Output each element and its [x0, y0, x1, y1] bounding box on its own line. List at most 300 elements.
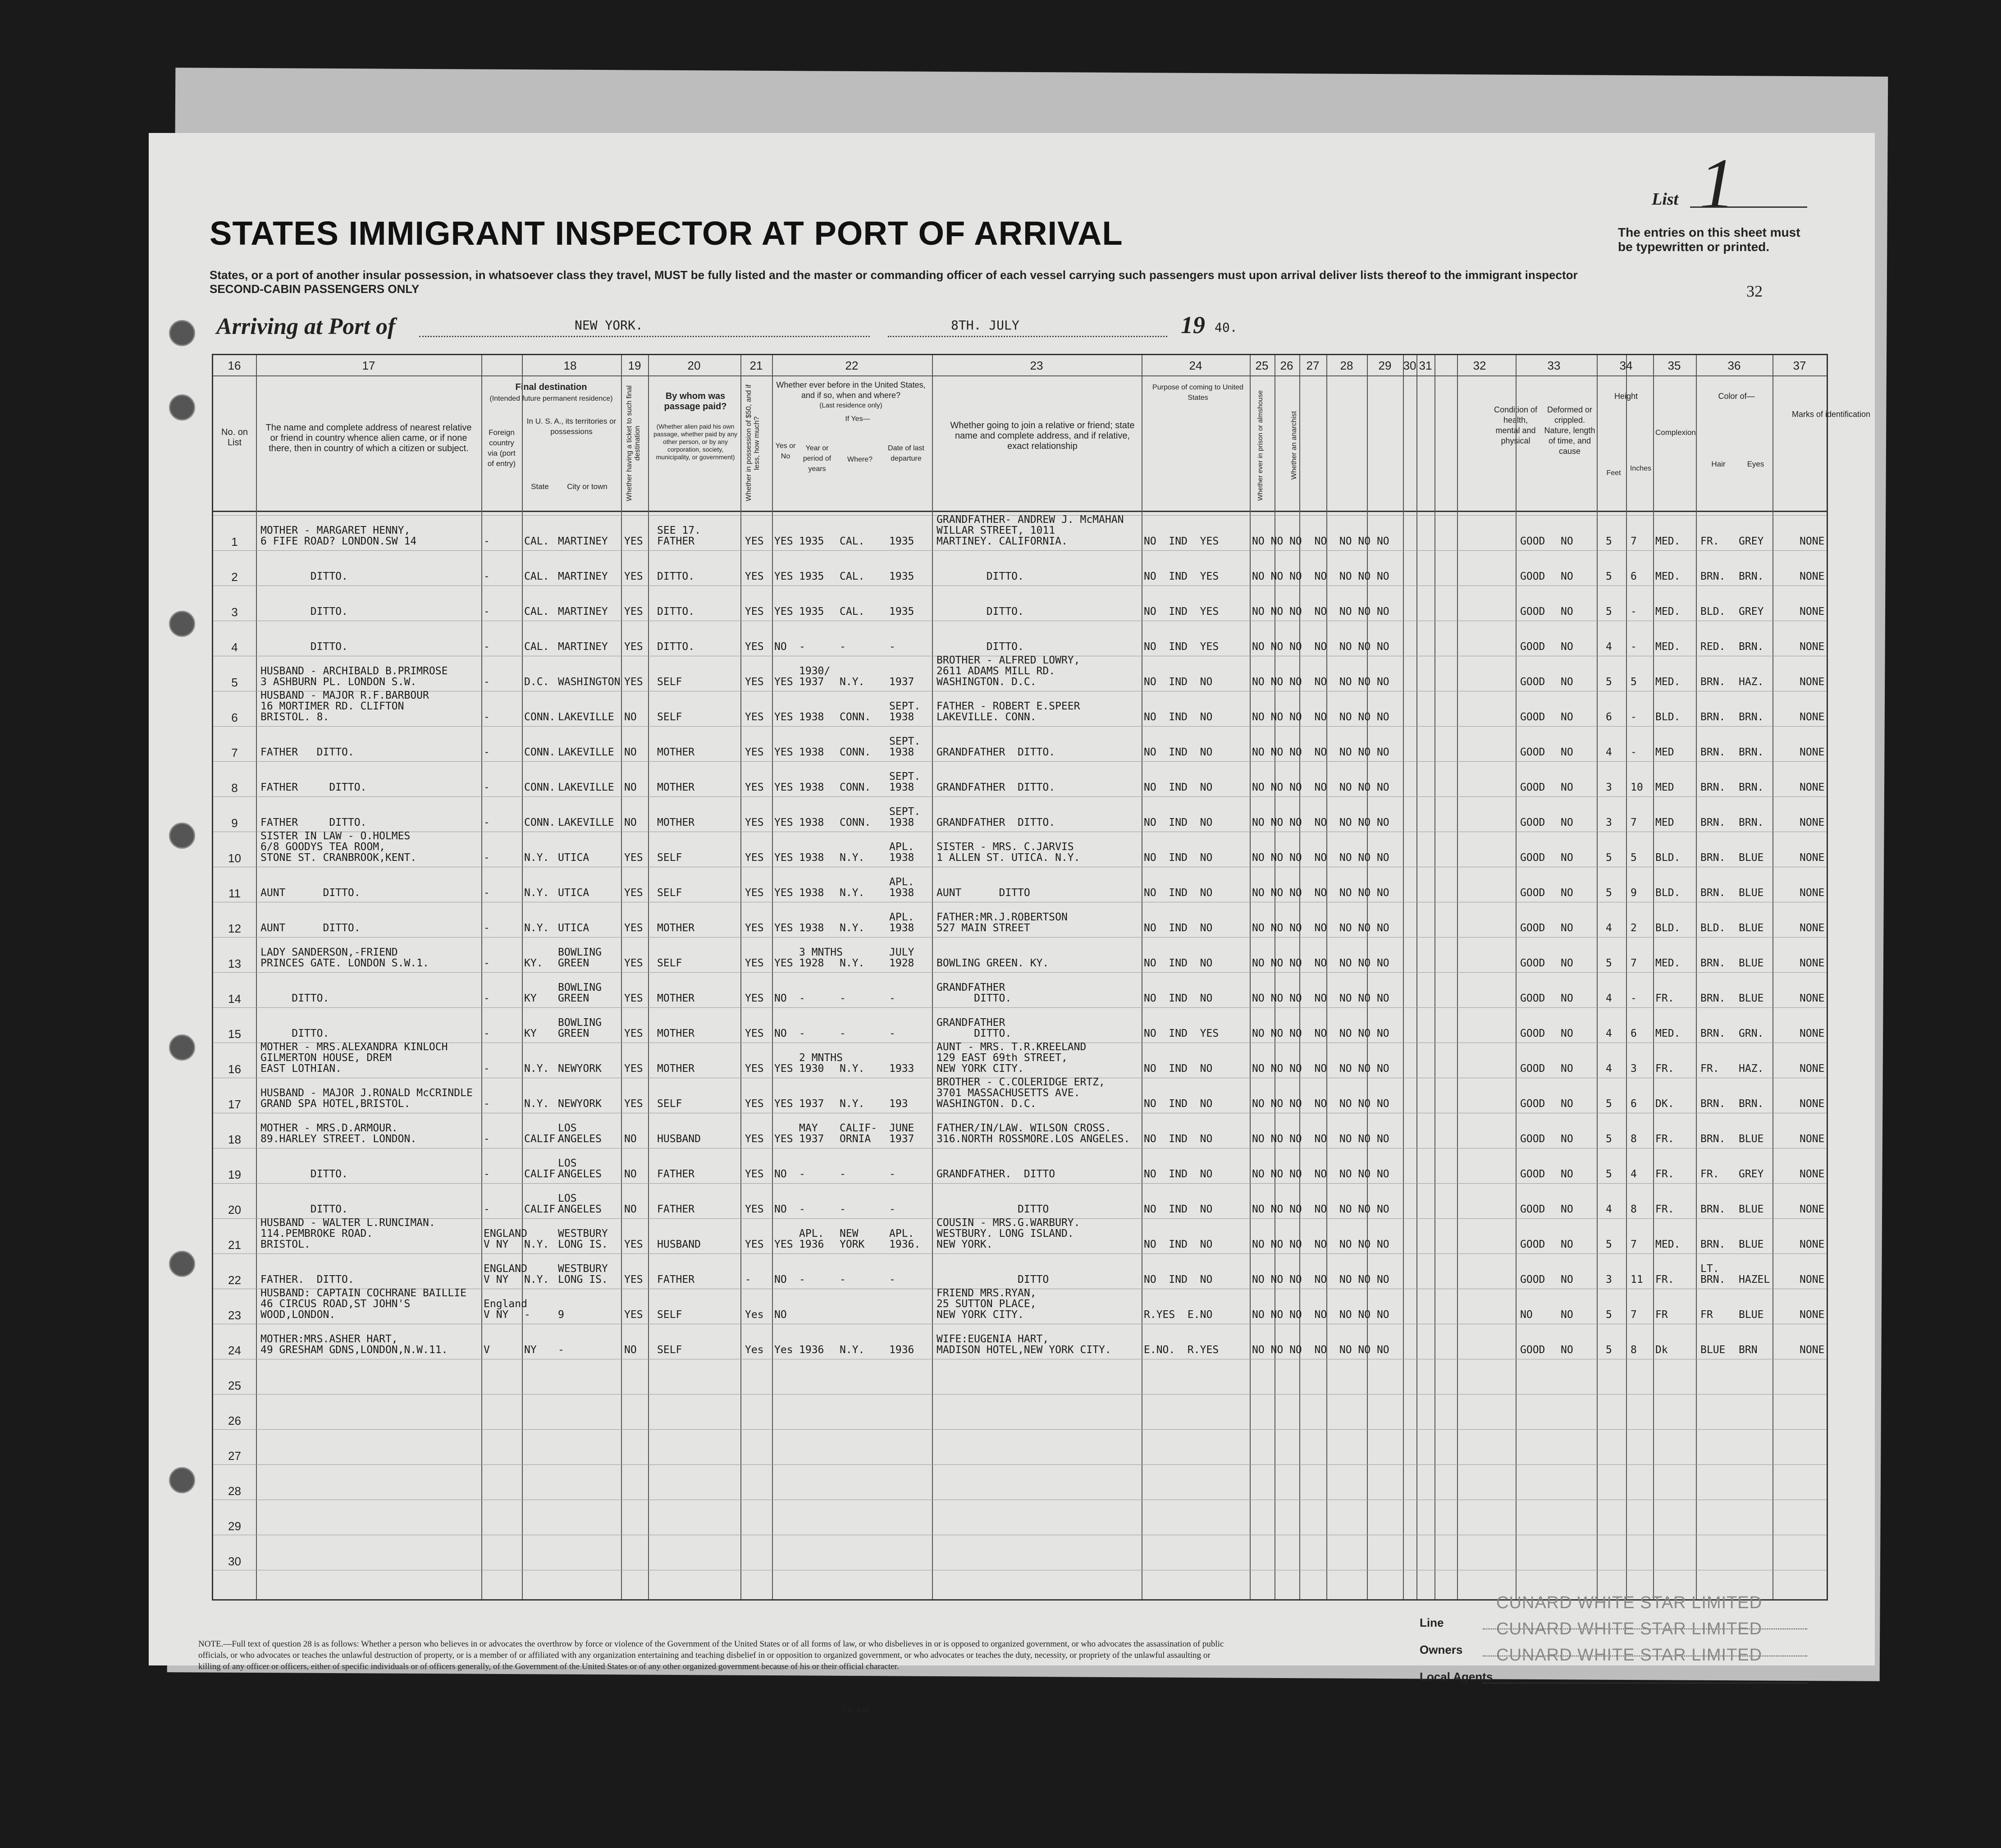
cell-st: N.Y. [524, 1239, 549, 1250]
owners-label: Owners [1420, 1643, 1463, 1656]
column-number: 28 [1340, 359, 1353, 372]
cell-st: N.Y. [524, 1274, 549, 1285]
cell-rel: DITTO. [260, 993, 329, 1004]
cell-in: - [1631, 641, 1637, 653]
cell-city: MARTINEY [558, 606, 608, 618]
cell-yr: MAY 1937 [799, 1122, 824, 1145]
list-label: List [1652, 190, 1679, 209]
cell-p50: - [745, 1274, 751, 1285]
cell-q: NO NO NO NO NO NO NO [1252, 782, 1389, 793]
cell-hl: GOOD [1520, 641, 1545, 653]
cell-df: NO [1561, 535, 1573, 547]
cell-p50: YES [745, 957, 764, 969]
cell-hr: BRN. [1700, 1203, 1726, 1215]
cell-hr: BRN. [1700, 852, 1726, 864]
cell-p50: YES [745, 711, 764, 723]
cell-dt: APL. 1938 [889, 841, 914, 864]
cell-ft: 5 [1606, 1133, 1612, 1145]
cell-join: GRANDFATHER- ANDREW J. McMAHAN WILLAR STREET, 1011 MARTINEY. CALIFORNIA. [937, 514, 1124, 547]
cell-mk: NONE [1800, 957, 1825, 969]
cell-rel: DITTO. [260, 1168, 348, 1180]
cell-ft: 3 [1606, 817, 1612, 828]
cell-paid: FATHER [657, 1274, 695, 1285]
cell-wh: - [840, 1203, 846, 1215]
cell-ft: 4 [1606, 1028, 1612, 1039]
cell-yn: YES [774, 782, 793, 793]
cell-cx: FR [1655, 1309, 1668, 1321]
cell-mk: NONE [1800, 1168, 1825, 1180]
punch-hole [169, 1034, 195, 1061]
cell-ft: 5 [1606, 571, 1612, 582]
agents-label: Local Agents [1420, 1670, 1493, 1683]
column-rule [772, 355, 773, 1599]
cell-in: 10 [1631, 782, 1643, 793]
cell-cx: BLD. [1655, 711, 1681, 723]
header-marks: Marks of identification [1791, 410, 1871, 419]
header-eyes: Eyes [1747, 460, 1764, 468]
cell-wh: CONN. [840, 711, 871, 723]
cell-dt: - [889, 1028, 895, 1039]
cell-cx: MED. [1655, 606, 1681, 618]
header-complexion: Complexion [1655, 428, 1696, 437]
cell-city: BOWLING GREEN [558, 982, 602, 1004]
cell-wh: CONN. [840, 746, 871, 758]
cell-join: GRANDFATHER. DITTO [937, 1168, 1055, 1180]
cell-p50: YES [745, 887, 764, 899]
cell-via: - [484, 782, 490, 793]
cell-p50: YES [745, 1063, 764, 1075]
cell-yr: 1938 [799, 852, 824, 864]
cell-city: UTICA [558, 887, 589, 899]
arriving-label: Arriving at Port of [216, 314, 396, 339]
cell-df: NO [1561, 1063, 1573, 1075]
cell-yr: 1938 [799, 782, 824, 793]
cell-ey: BRN [1739, 1344, 1758, 1356]
row-number: 29 [228, 1519, 241, 1533]
column-rule [932, 355, 933, 1599]
cell-hr: BRN. [1700, 957, 1726, 969]
cell-via: - [484, 993, 490, 1004]
cell-cx: MED [1655, 817, 1674, 828]
header-anarchist: Whether an anarchist [1290, 411, 1298, 480]
header-final-destination: Final destination [515, 382, 587, 392]
date-value: 8TH. JULY [951, 318, 1019, 333]
cell-hr: FR. [1700, 1168, 1719, 1180]
cell-yn: YES [774, 535, 793, 547]
cell-paid: MOTHER [657, 1028, 695, 1039]
cell-hl: GOOD [1520, 1168, 1545, 1180]
cell-hl: GOOD [1520, 782, 1545, 793]
header-state: State [531, 482, 549, 491]
cell-hr: BRN. [1700, 1133, 1726, 1145]
cell-hr: RED. [1700, 641, 1726, 653]
cell-hr: BRN. [1700, 571, 1726, 582]
cell-paid: MOTHER [657, 922, 695, 934]
cell-join: FATHER - ROBERT E.SPEER LAKEVILLE. CONN. [937, 700, 1080, 723]
column-rule [1516, 355, 1517, 1599]
cell-dt: SEPT. 1938 [889, 736, 921, 758]
cell-hr: FR [1700, 1309, 1713, 1321]
cell-cx: MED. [1655, 1028, 1681, 1039]
cell-city: 9 [558, 1309, 564, 1321]
cell-cx: MED. [1655, 535, 1681, 547]
cell-tkt: YES [624, 852, 643, 864]
cell-join: DITTO [937, 1274, 1049, 1285]
cell-pur: NO IND YES [1144, 1028, 1219, 1039]
cell-wh: N.Y. [840, 1098, 865, 1110]
cell-yn: Yes [774, 1344, 793, 1356]
cell-pur: NO IND NO [1144, 746, 1213, 758]
cell-join: BOWLING GREEN. KY. [937, 957, 1049, 969]
cell-join: GRANDFATHER DITTO. [937, 1017, 1012, 1039]
cell-via: - [484, 676, 490, 688]
row-rule [213, 937, 1827, 938]
cell-wh: N.Y. [840, 852, 865, 864]
cell-yr: - [799, 1028, 805, 1039]
cell-mk: NONE [1800, 852, 1825, 864]
cell-mk: NONE [1800, 1028, 1825, 1039]
cell-city: NEWYORK [558, 1063, 602, 1075]
cell-q: NO NO NO NO NO NO NO [1252, 641, 1389, 653]
row-rule [213, 1183, 1827, 1184]
cell-rel: FATHER. DITTO. [260, 1274, 354, 1285]
cell-dt: 1935 [889, 571, 914, 582]
cell-wh: NEW YORK [840, 1228, 865, 1250]
cell-hr: LT. BRN. [1700, 1263, 1726, 1285]
header-last-departure: Date of last departure [888, 444, 924, 462]
cell-df: NO [1561, 922, 1573, 934]
cell-join: WIFE:EUGENIA HART, MADISON HOTEL,NEW YORK CITY. [937, 1333, 1111, 1356]
cell-df: NO [1561, 641, 1573, 653]
cell-tkt: YES [624, 676, 643, 688]
row-number: 3 [231, 605, 238, 619]
cell-pur: NO IND NO [1144, 852, 1213, 864]
cell-p50: YES [745, 641, 764, 653]
cell-p50: YES [745, 1239, 764, 1250]
cell-st: KY. [524, 957, 543, 969]
cell-rel: DITTO. [260, 606, 348, 618]
cell-p50: YES [745, 1168, 764, 1180]
cell-in: 5 [1631, 676, 1637, 688]
cell-yr: APL. 1936 [799, 1228, 824, 1250]
cell-p50: YES [745, 817, 764, 828]
cell-yr: 1938 [799, 817, 824, 828]
cell-join: AUNT - MRS. T.R.KREELAND 129 EAST 69th STREET, NEW YORK CITY. [937, 1041, 1087, 1075]
cell-st: N.Y. [524, 1063, 549, 1075]
cell-paid: SELF [657, 1098, 682, 1110]
cell-ey: GREY [1739, 535, 1764, 547]
cell-yn: NO [774, 1309, 787, 1321]
column-rule [740, 355, 741, 1599]
cell-df: NO [1561, 852, 1573, 864]
cell-dt: - [889, 641, 895, 653]
header-foreign-country: Foreign country via (port of entry) [487, 428, 516, 468]
column-rule [1653, 355, 1654, 1599]
cell-dt: JUNE 1937 [889, 1122, 914, 1145]
cell-yn: YES [774, 852, 793, 864]
cell-hr: FR. [1700, 535, 1719, 547]
cell-cx: MED [1655, 746, 1674, 758]
cell-city: WASHINGTON [558, 676, 621, 688]
cell-df: NO [1561, 746, 1573, 758]
cell-hl: GOOD [1520, 1063, 1545, 1075]
cell-via: - [484, 606, 490, 618]
cell-yn: NO [774, 1274, 787, 1285]
cell-dt: APL. 1936. [889, 1228, 921, 1250]
cell-city: WESTBURY LONG IS. [558, 1263, 608, 1285]
punch-hole [169, 1467, 195, 1493]
cell-p50: YES [745, 922, 764, 934]
cell-dt: 1933 [889, 1063, 914, 1075]
cell-cx: MED. [1655, 957, 1681, 969]
footnote-question-28: NOTE.—Full text of question 28 is as follows: Whether a person who believes in or advocates the overthrow by force or violence of the Government of the United States or of all forms of law, or who disbelieves in or is opposed to organized government, or who advocates the assassination of public officials, or who advocates or teaches the unlawful destruction of property, or is a member of or affiliated with any organization entertaining and teaching disbelief in or opposition to organized government, or who advocates or teaches the duty, necessity, or propriety of the unlawful assaulting or killing of any officer or officers, either of specific individuals or of officers generally, of the Government of the United States or of any other organized government because of his or their official character. [198, 1639, 1224, 1671]
cell-rel: HUSBAND - WALTER L.RUNCIMAN. 114.PEMBROKE ROAD. BRISTOL. [260, 1217, 435, 1250]
cell-via: - [484, 711, 490, 723]
cell-in: - [1631, 746, 1637, 758]
cell-ft: 4 [1606, 641, 1612, 653]
cell-yr: 1938 [799, 887, 824, 899]
cell-df: NO [1561, 1028, 1573, 1039]
cell-tkt: YES [624, 957, 643, 969]
cell-yr: 1935 [799, 606, 824, 618]
cell-ey: BRN. [1739, 641, 1764, 653]
cell-wh: N.Y. [840, 887, 865, 899]
cell-cx: BLD. [1655, 922, 1681, 934]
cell-cx: Dk [1655, 1344, 1668, 1356]
cell-dt: APL. 1938 [889, 911, 914, 934]
cell-paid: DITTO. [657, 641, 695, 653]
cell-paid: MOTHER [657, 782, 695, 793]
cell-df: NO [1561, 1203, 1573, 1215]
row-rule [213, 550, 1827, 551]
row-number: 12 [228, 922, 241, 935]
cell-q: NO NO NO NO NO NO NO [1252, 1239, 1389, 1250]
agents-stamp: CUNARD WHITE STAR LIMITED [1496, 1646, 1763, 1665]
cell-tkt: YES [624, 1098, 643, 1110]
cell-join: DITTO. [937, 571, 1024, 582]
cell-q: NO NO NO NO NO NO NO [1252, 1133, 1389, 1145]
punch-hole [169, 611, 195, 637]
cell-pur: NO IND NO [1144, 1203, 1213, 1215]
cell-cx: FR. [1655, 993, 1674, 1004]
cell-st: CAL. [524, 641, 549, 653]
cell-via: - [484, 1028, 490, 1039]
cell-q: NO NO NO NO NO NO NO [1252, 571, 1389, 582]
row-number: 15 [228, 1027, 241, 1041]
cell-paid: DITTO. [657, 571, 695, 582]
cell-dt: SEPT. 1938 [889, 806, 921, 828]
cell-rel: FATHER DITTO. [260, 782, 367, 793]
cell-rel: HUSBAND - MAJOR R.F.BARBOUR 16 MORTIMER RD. CLIFTON BRISTOL. 8. [260, 690, 429, 723]
owners-stamp: CUNARD WHITE STAR LIMITED [1496, 1619, 1763, 1638]
column-number: 22 [845, 359, 859, 372]
cell-tkt: YES [624, 993, 643, 1004]
cell-pur: NO IND YES [1144, 606, 1219, 618]
header-city: City or town [567, 482, 608, 491]
cell-st: CONN. [524, 711, 556, 723]
row-number: 7 [231, 746, 238, 759]
cell-st: CONN. [524, 782, 556, 793]
cell-tkt: YES [624, 1063, 643, 1075]
cell-yr: 1935 [799, 535, 824, 547]
cell-ey: GREY [1739, 1168, 1764, 1180]
row-number: 24 [228, 1344, 241, 1357]
cell-q: NO NO NO NO NO NO NO [1252, 711, 1389, 723]
row-number: 26 [228, 1414, 241, 1427]
cell-via: - [484, 535, 490, 547]
cell-yr: - [799, 1203, 805, 1215]
cell-join: GRANDFATHER DITTO. [937, 982, 1012, 1004]
cell-join: FATHER/IN/LAW. WILSON CROSS. 316.NORTH ROSSMORE.LOS ANGELES. [937, 1122, 1130, 1145]
cell-st: CONN. [524, 746, 556, 758]
cell-city: UTICA [558, 852, 589, 864]
cell-yr: 1938 [799, 746, 824, 758]
date-line [888, 336, 1167, 337]
column-number: 24 [1189, 359, 1202, 372]
cell-mk: NONE [1800, 1309, 1825, 1321]
cell-city: LOS ANGELES [558, 1193, 602, 1215]
cell-dt: 1935 [889, 606, 914, 618]
cell-df: NO [1561, 782, 1573, 793]
cell-ft: 3 [1606, 782, 1612, 793]
cell-rel: DITTO. [260, 571, 348, 582]
cell-ft: 4 [1606, 922, 1612, 934]
cell-hl: GOOD [1520, 746, 1545, 758]
cell-pur: NO IND NO [1144, 993, 1213, 1004]
cell-pur: NO IND NO [1144, 957, 1213, 969]
cell-in: 4 [1631, 1168, 1637, 1180]
cell-p50: YES [745, 782, 764, 793]
column-number: 31 [1419, 359, 1432, 372]
header-prison: Whether ever in prison or almshouse [1256, 390, 1264, 501]
cell-ft: 5 [1606, 676, 1612, 688]
row-number: 21 [228, 1238, 241, 1252]
cell-pur: NO IND NO [1144, 1098, 1213, 1110]
row-rule [213, 761, 1827, 762]
column-number: 18 [563, 359, 577, 372]
cell-rel: MOTHER - MRS.ALEXANDRA KINLOCH GILMERTON HOUSE, DREM EAST LOTHIAN. [260, 1041, 448, 1075]
cell-rel: MOTHER:MRS.ASHER HART, 49 GRESHAM GDNS,LONDON,N.W.11. [260, 1333, 448, 1356]
cell-paid: MOTHER [657, 1063, 695, 1075]
line-stamp: CUNARD WHITE STAR LIMITED [1496, 1593, 1763, 1612]
cell-hr: BRN. [1700, 746, 1726, 758]
cell-cx: MED. [1655, 571, 1681, 582]
cell-cx: MED. [1655, 1239, 1681, 1250]
cell-p50: YES [745, 993, 764, 1004]
cell-mk: NONE [1800, 711, 1825, 723]
cell-pur: NO IND NO [1144, 1133, 1213, 1145]
cell-hr: FR. [1700, 1063, 1719, 1075]
cell-q: NO NO NO NO NO NO NO [1252, 606, 1389, 618]
cell-in: 7 [1631, 957, 1637, 969]
cell-p50: YES [745, 852, 764, 864]
column-rule [256, 355, 257, 1599]
cell-via: ENGLAND V NY [484, 1263, 527, 1285]
cell-wh: N.Y. [840, 1344, 865, 1356]
cell-mk: NONE [1800, 535, 1825, 547]
column-number: 34 [1619, 359, 1633, 372]
cell-ey: BLUE [1739, 993, 1764, 1004]
column-rule [1403, 355, 1404, 1599]
cell-via: ENGLAND V NY [484, 1228, 527, 1250]
column-number: 26 [1280, 359, 1293, 372]
cell-mk: NONE [1800, 887, 1825, 899]
punch-hole [169, 1251, 195, 1277]
punch-hole [169, 394, 195, 421]
cell-yr: - [799, 993, 805, 1004]
cell-in: - [1631, 711, 1637, 723]
cell-yn: YES [774, 922, 793, 934]
cell-cx: MED. [1655, 676, 1681, 688]
cell-via: - [484, 571, 490, 582]
cell-in: 8 [1631, 1344, 1637, 1356]
cell-cx: MED. [1655, 641, 1681, 653]
cell-p50: YES [745, 746, 764, 758]
cell-city: LOS ANGELES [558, 1122, 602, 1145]
cell-rel: SISTER IN LAW - O.HOLMES 6/8 GOODYS TEA ROOM, STONE ST. CRANBROOK,KENT. [260, 830, 417, 864]
row-number: 13 [228, 957, 241, 970]
cell-q: NO NO NO NO NO NO NO [1252, 993, 1389, 1004]
cell-in: 7 [1631, 1309, 1637, 1321]
cell-p50: Yes [745, 1344, 764, 1356]
cell-paid: MOTHER [657, 817, 695, 828]
cell-hl: GOOD [1520, 676, 1545, 688]
column-rule [1597, 355, 1598, 1599]
year-suffix: 40. [1215, 320, 1238, 335]
cell-rel: FATHER DITTO. [260, 746, 354, 758]
year-prefix: 19 [1181, 311, 1205, 338]
column-rule [481, 355, 482, 1599]
column-rule [1250, 355, 1251, 1599]
cell-yn: NO [774, 641, 787, 653]
row-number: 2 [231, 570, 238, 584]
cell-yr: 1937 [799, 1098, 824, 1110]
cell-hl: GOOD [1520, 1098, 1545, 1110]
cell-tkt: NO [624, 1203, 637, 1215]
column-rule [1696, 355, 1697, 1599]
cell-city: LAKEVILLE [558, 746, 614, 758]
cell-ft: 5 [1606, 1309, 1612, 1321]
cell-city: BOWLING GREEN [558, 1017, 602, 1039]
cell-hr: BRN. [1700, 1239, 1726, 1250]
cell-mk: NONE [1800, 993, 1825, 1004]
cell-yr: 1938 [799, 922, 824, 934]
cell-yn: NO [774, 993, 787, 1004]
cell-rel: LADY SANDERSON,-FRIEND PRINCES GATE. LONDON S.W.1. [260, 947, 429, 969]
cell-rel: HUSBAND - MAJOR J.RONALD McCRINDLE GRAND SPA HOTEL,BRISTOL. [260, 1087, 473, 1110]
cell-hl: GOOD [1520, 852, 1545, 864]
column-rule [1457, 355, 1458, 1599]
manifest-table [212, 354, 1871, 1601]
cell-ey: BRN. [1739, 1098, 1764, 1110]
cell-in: 6 [1631, 1098, 1637, 1110]
cell-yr: - [799, 1168, 805, 1180]
cell-pur: NO IND NO [1144, 1063, 1213, 1075]
cell-st: N.Y. [524, 922, 549, 934]
cell-in: 3 [1631, 1063, 1637, 1075]
cell-q: NO NO NO NO NO NO NO [1252, 817, 1389, 828]
cell-rel: MOTHER - MARGARET HENNY, 6 FIFE ROAD? LONDON.SW 14 [260, 525, 417, 547]
cell-yn: YES [774, 957, 793, 969]
cell-df: NO [1561, 1133, 1573, 1145]
cell-tkt: NO [624, 746, 637, 758]
cell-paid: SELF [657, 1309, 682, 1321]
cell-cx: BLD. [1655, 887, 1681, 899]
cell-hl: GOOD [1520, 957, 1545, 969]
cell-yn: YES [774, 1133, 793, 1145]
cell-ft: 5 [1606, 1168, 1612, 1180]
form-code: 14—430 [843, 1706, 869, 1715]
